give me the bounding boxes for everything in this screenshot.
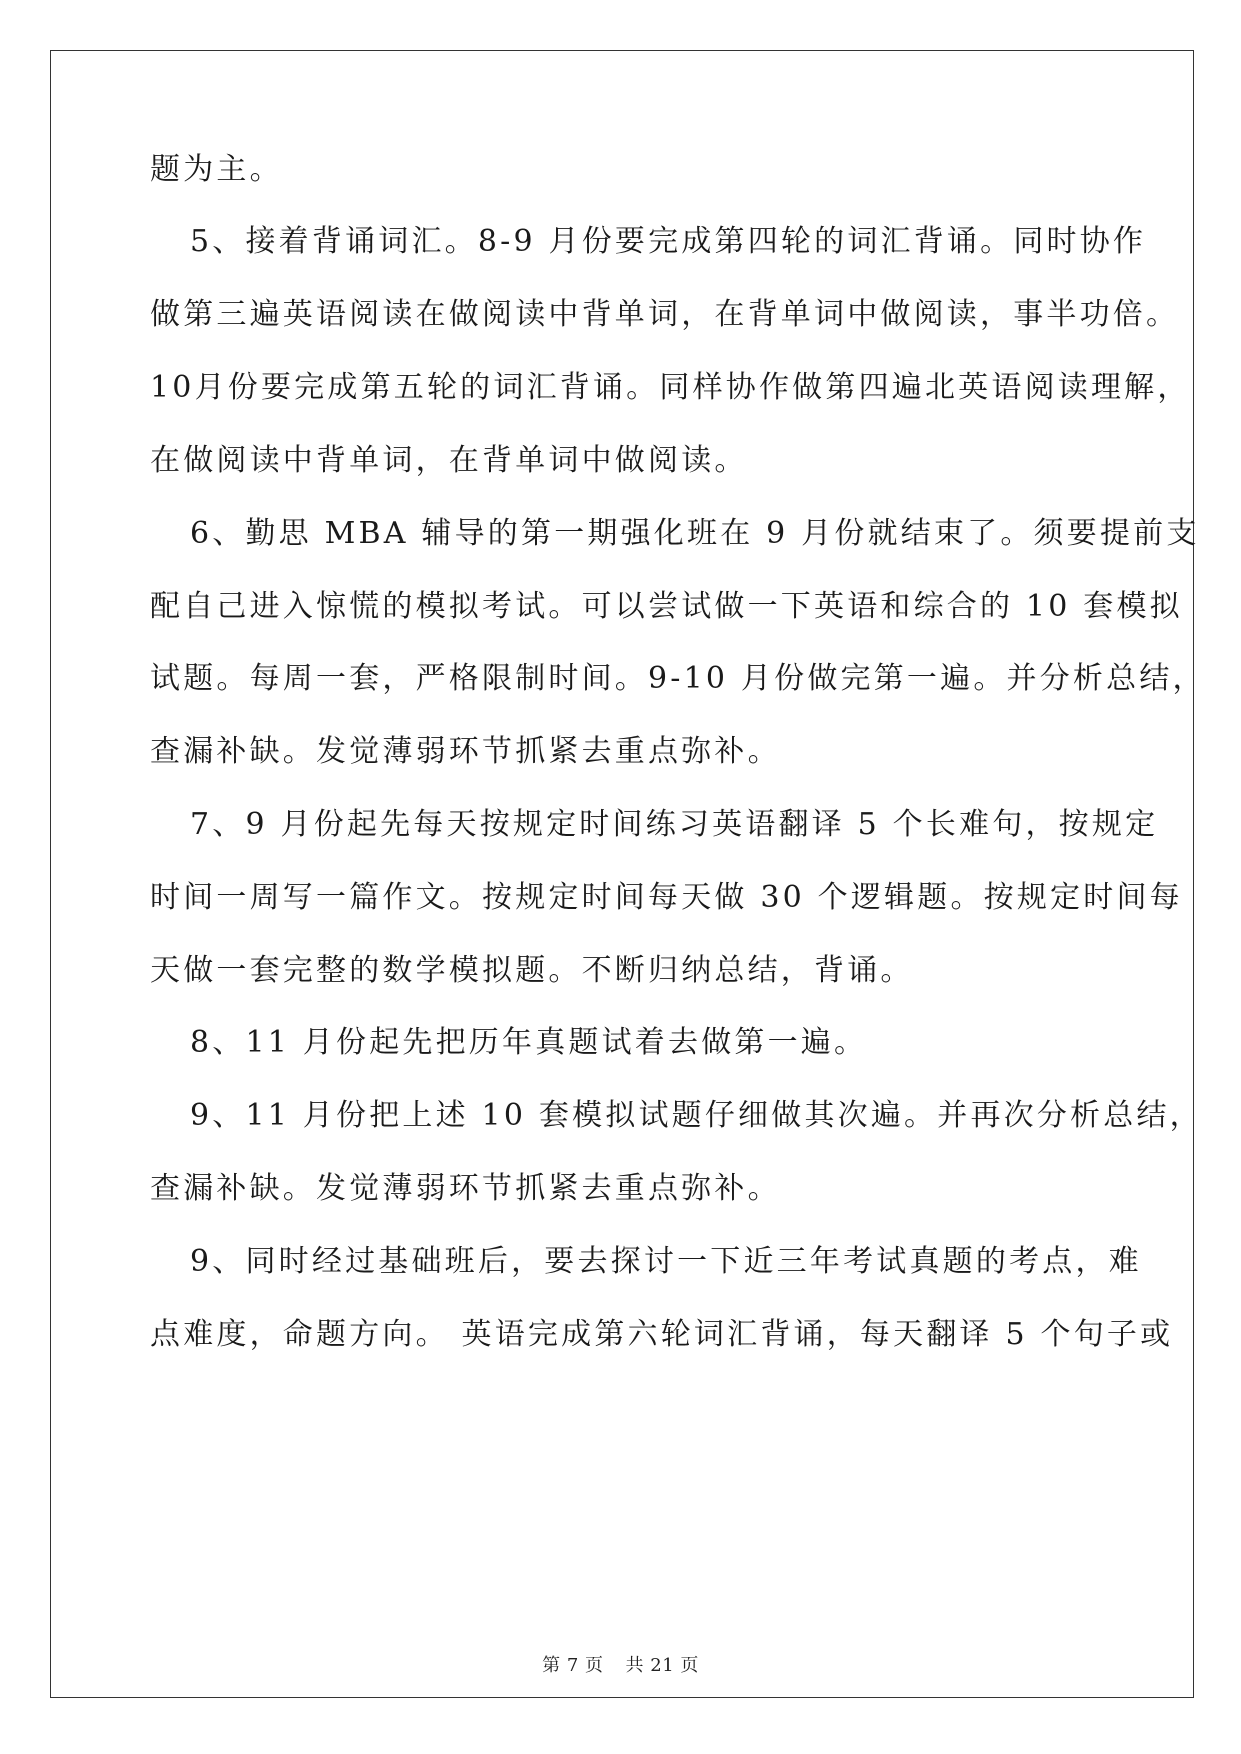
text-line: 配自己进入惊慌的模拟考试。可以尝试做一下英语和综合的 10 套模拟 bbox=[150, 589, 1183, 624]
text-line: 6、勤思 MBA 辅导的第一期强化班在 9 月份就结束了。须要提前支 bbox=[190, 516, 1200, 551]
text-line: 8、11 月份起先把历年真题试着去做第一遍。 bbox=[190, 1025, 868, 1060]
text-line: 点难度，命题方向。 英语完成第六轮词汇背诵，每天翻译 5 个句子或 bbox=[150, 1317, 1174, 1352]
text-line: 9、11 月份把上述 10 套模拟试题仔细做其次遍。并再次分析总结， bbox=[190, 1098, 1203, 1133]
page-total: 共 21 页 bbox=[625, 1655, 699, 1676]
page-number: 第 7 页 bbox=[542, 1655, 604, 1676]
text-line: 天做一套完整的数学模拟题。不断归纳总结，背诵。 bbox=[150, 953, 914, 988]
page-footer bbox=[0, 1651, 1241, 1677]
text-line: 时间一周写一篇作文。按规定时间每天做 30 个逻辑题。按规定时间每 bbox=[150, 880, 1183, 915]
text-line: 题为主。 bbox=[150, 152, 283, 187]
text-line: 在做阅读中背单词，在背单词中做阅读。 bbox=[150, 443, 748, 478]
text-line: 9、同时经过基础班后，要去探讨一下近三年考试真题的考点，难 bbox=[190, 1244, 1142, 1279]
text-line: 7、9 月份起先每天按规定时间练习英语翻译 5 个长难句，按规定 bbox=[190, 807, 1159, 842]
text-line: 查漏补缺。发觉薄弱环节抓紧去重点弥补。 bbox=[150, 1171, 781, 1206]
text-line: 查漏补缺。发觉薄弱环节抓紧去重点弥补。 bbox=[150, 734, 781, 769]
text-line: 10月份要完成第五轮的词汇背诵。同样协作做第四遍北英语阅读理解， bbox=[150, 370, 1191, 405]
text-line: 做第三遍英语阅读在做阅读中背单词，在背单词中做阅读，事半功倍。 bbox=[150, 297, 1180, 332]
text-line: 试题。每周一套，严格限制时间。9-10 月份做完第一遍。并分析总结， bbox=[150, 661, 1206, 696]
text-line: 5、接着背诵词汇。8-9 月份要完成第四轮的词汇背诵。同时协作 bbox=[190, 224, 1147, 259]
